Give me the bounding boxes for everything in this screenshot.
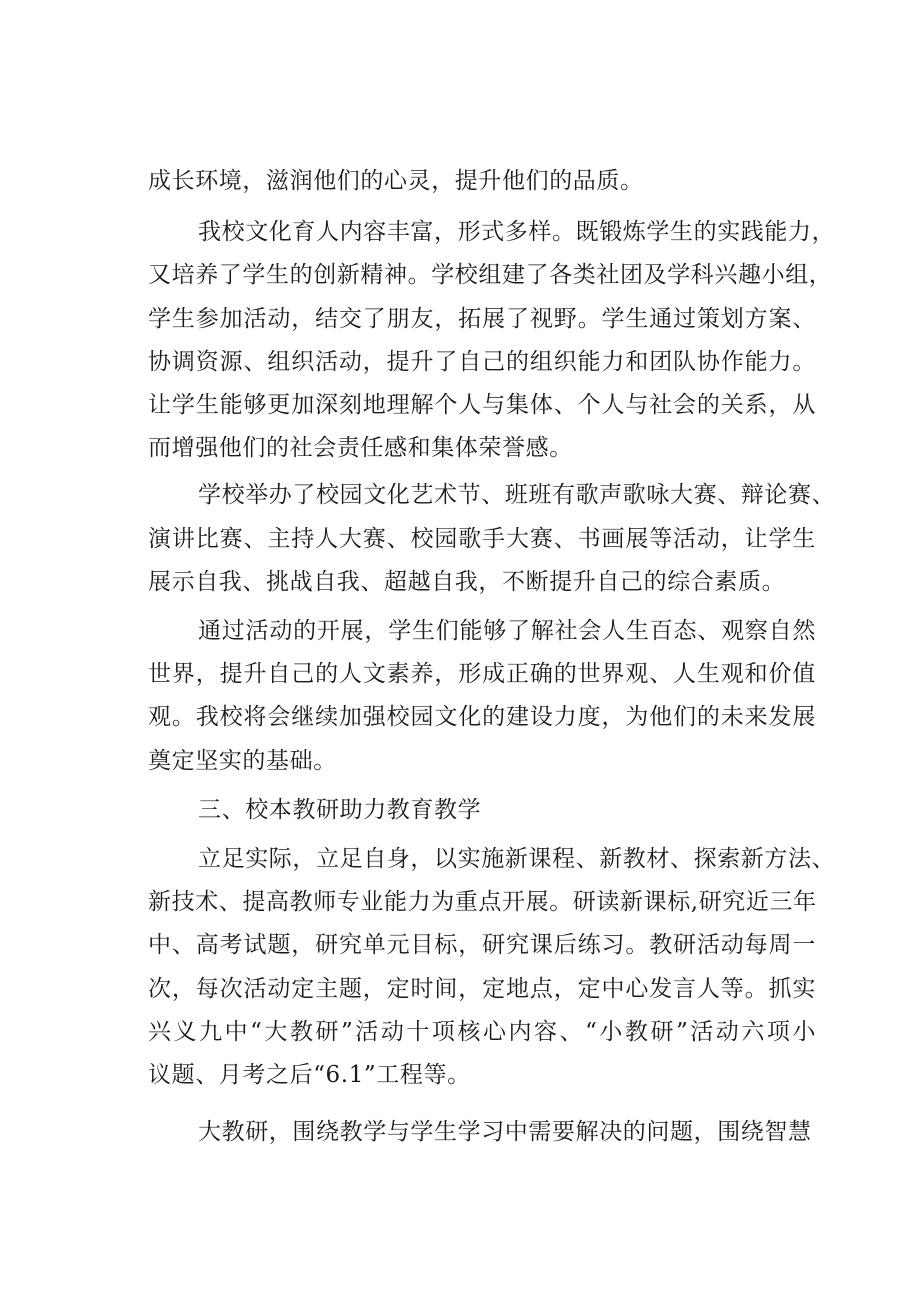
text-line: 学校举办了校园文化艺术节、班班有歌声歌咏大赛、辩论赛、 [198,482,836,509]
paragraph-big-research [148,1111,816,1154]
text-line: 世界，提升自己的人文素养，形成正确的世界观、人生观和价值 [148,661,816,688]
text-line: 观。我校将会继续加强校园文化的建设力度，为他们的未来发展 [148,704,816,731]
text-line: 议题、月考之后“6.1”工程等。 [148,1062,471,1089]
paragraph-continuation [148,160,816,203]
text-line: 又培养了学生的创新精神。学校组建了各类社团及学科兴趣小组， [148,262,833,289]
paragraph-section-heading [148,789,816,832]
text-line: 让学生能够更加深刻地理解个人与集体、个人与社会的关系，从 [148,392,816,419]
text-line: 协调资源、组织活动，提升了自己的组织能力和团队协作能力。 [148,348,816,375]
text-line: 展示自我、挑战自我、超越自我，不断提升自己的综合素质。 [148,568,786,595]
text-line: 大教研，围绕教学与学生学习中需要解决的问题，围绕智慧 [198,1119,812,1146]
text-line: 通过活动的开展，学生们能够了解社会人生百态、观察自然 [198,618,816,645]
text-line: 学生参加活动，结交了朋友，拓展了视野。学生通过策划方案、 [148,305,816,332]
text-line: 中、高考试题，研究单元目标，研究课后练习。教研活动每周一 [148,932,816,959]
text-line: 我校文化育人内容丰富，形式多样。既锻炼学生的实践能力， [198,219,836,246]
text-line: 成长环境，滋润他们的心灵，提升他们的品质。 [148,168,644,194]
text-line: 立足实际，立足自身，以实施新课程、新教材、探索新方法、 [198,846,836,873]
text-line: 演讲比赛、主持人大赛、校园歌手大赛、书画展等活动，让学生 [148,525,816,552]
text-line: 次，每次活动定主题，定时间，定地点，定中心发言人等。抓实 [148,975,816,1002]
text-line: 新技术、提高教师专业能力为重点开展。研读新课标,研究近三年 [148,889,817,916]
paragraph-culture-content [148,211,836,470]
text-line: 而增强他们的社会责任感和集体荣誉感。 [148,435,573,462]
document-body [148,160,836,1154]
text-line: 兴义九中“大教研”活动十项核心内容、“小教研”活动六项小 [148,1018,816,1045]
text-line: 奠定坚实的基础。 [148,747,337,774]
paragraph-activities [148,474,836,604]
text-line: 三、校本教研助力教育教学 [198,796,482,823]
paragraph-outcomes [148,610,816,783]
paragraph-research [148,838,836,1097]
